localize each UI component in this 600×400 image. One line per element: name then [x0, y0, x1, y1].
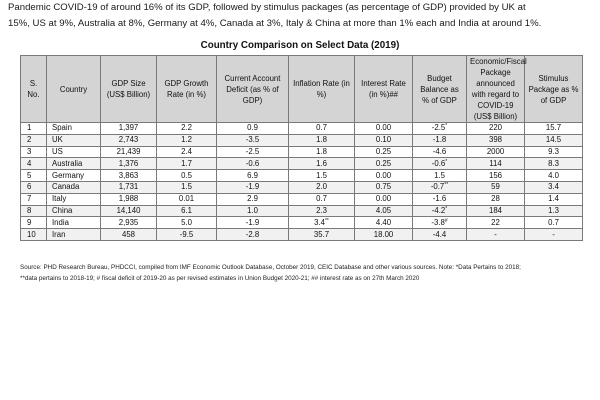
table-row: [21, 229, 583, 241]
cell-inflation-value: 1.6: [316, 158, 327, 168]
cell-inflation: [289, 205, 355, 217]
cell-country: [47, 217, 101, 229]
footnote-mark: *: [445, 158, 448, 165]
cell-gdp-growth: [157, 123, 217, 135]
cell-interest: [355, 170, 413, 182]
cell-country: [47, 134, 101, 146]
cell-stimulus: [525, 134, 583, 146]
cell-stimulus-value: 4.0: [548, 170, 559, 180]
table-row: [21, 181, 583, 193]
table-row: [21, 146, 583, 158]
cell-sno-value: 1: [27, 123, 32, 133]
cell-stimulus-value: 15.7: [545, 123, 562, 133]
cell-current-account: [217, 158, 289, 170]
cell-inflation: [289, 193, 355, 205]
cell-gdp-size: [101, 181, 157, 193]
table-row: [21, 205, 583, 217]
cell-country: [47, 205, 101, 217]
cell-economic-package: [467, 158, 525, 170]
cell-economic-package: [467, 146, 525, 158]
header-gdp-size: GDP Size (US$ Billion): [101, 56, 157, 123]
cell-gdp-growth: [157, 146, 217, 158]
cell-country-value: Spain: [52, 123, 72, 133]
header-gdp-growth: GDP Growth Rate (in %): [157, 56, 217, 123]
cell-inflation: [289, 158, 355, 170]
cell-inflation: [289, 181, 355, 193]
table-row: [21, 158, 583, 170]
cell-interest-value: 0.10: [375, 135, 392, 145]
cell-economic-package-value: 220: [488, 123, 502, 133]
cell-stimulus-value: 9.3: [548, 146, 559, 156]
cell-current-account-value: -2.8: [245, 229, 260, 239]
cell-inflation: [289, 134, 355, 146]
cell-current-account: [217, 181, 289, 193]
footnote-mark: *: [445, 205, 448, 212]
cell-gdp-growth-value: 2.2: [181, 123, 192, 133]
cell-gdp-growth: [157, 217, 217, 229]
cell-inflation-value: 3.4: [314, 217, 325, 227]
cell-inflation-value: 0.7: [316, 123, 327, 133]
cell-economic-package: [467, 123, 525, 135]
cell-stimulus: [525, 217, 583, 229]
cell-stimulus: [525, 193, 583, 205]
cell-gdp-growth-value: 1.7: [181, 158, 192, 168]
cell-gdp-growth-value: 2.4: [181, 146, 192, 156]
header-inflation: Inflation Rate (in %): [289, 56, 355, 123]
cell-budget-balance-value: -4.6: [432, 146, 447, 156]
cell-sno: [21, 123, 47, 135]
cell-economic-package: [467, 229, 525, 241]
cell-interest: [355, 134, 413, 146]
cell-sno: [21, 134, 47, 146]
footnote-mark: *: [445, 123, 448, 130]
cell-inflation-value: 2.3: [316, 205, 327, 215]
cell-current-account-value: -3.5: [245, 135, 260, 145]
cell-gdp-size-value: 1,397: [118, 123, 139, 133]
cell-current-account: [217, 170, 289, 182]
header-country: Country: [47, 56, 101, 123]
cell-gdp-growth: [157, 158, 217, 170]
cell-sno: [21, 158, 47, 170]
cell-stimulus-value: -: [552, 229, 555, 239]
source-line-1: Source: PHD Research Bureau, PHDCCI, compiled from IMF Economic Outlook Database, October 2019, CEIC Database and other various sources. Note: *Data Pertains to 2018;: [20, 264, 521, 271]
cell-budget-balance: [413, 123, 467, 135]
cell-budget-balance: [413, 181, 467, 193]
cell-interest-value: 4.05: [375, 205, 392, 215]
cell-stimulus-value: 1.4: [548, 194, 559, 204]
cell-economic-package-value: 28: [491, 194, 500, 204]
cell-gdp-size: [101, 229, 157, 241]
cell-budget-balance-value: -0.7: [430, 182, 445, 192]
cell-gdp-growth-value: 5.0: [181, 217, 192, 227]
cell-budget-balance-value: -4.4: [432, 229, 447, 239]
cell-gdp-size-value: 1,376: [118, 158, 139, 168]
cell-interest-value: 0.75: [375, 182, 392, 192]
cell-inflation-value: 2.0: [316, 182, 327, 192]
cell-inflation-value: 0.7: [316, 194, 327, 204]
cell-current-account: [217, 134, 289, 146]
cell-inflation: [289, 146, 355, 158]
cell-country-value: Canada: [52, 182, 80, 192]
cell-interest-value: 4.40: [375, 217, 392, 227]
header-current-account: Current Account Deficit (as % of GDP): [217, 56, 289, 123]
cell-sno: [21, 205, 47, 217]
cell-gdp-size: [101, 146, 157, 158]
footnote-mark: #: [444, 217, 448, 224]
cell-economic-package: [467, 181, 525, 193]
cell-current-account: [217, 123, 289, 135]
header-interest: Interest Rate (in %)##: [355, 56, 413, 123]
cell-economic-package-value: 59: [491, 182, 500, 192]
cell-stimulus-value: 8.3: [548, 158, 559, 168]
footnote-mark: **: [324, 217, 329, 224]
cell-inflation-value: 1.5: [316, 170, 327, 180]
cell-budget-balance: [413, 217, 467, 229]
header-sno: S. No.: [21, 56, 47, 123]
source-line-2: **data pertains to 2018-19; # fiscal deficit of 2019-20 as per revised estimates in Union Budget 2020-21; ## interest rate as on 27th March 2020: [20, 274, 420, 282]
intro-paragraph: [8, 0, 594, 32]
cell-sno-value: 4: [27, 158, 32, 168]
cell-budget-balance: [413, 205, 467, 217]
cell-budget-balance-value: 1.5: [434, 170, 445, 180]
cell-gdp-growth-value: -9.5: [179, 229, 194, 239]
cell-current-account-value: 2.9: [247, 194, 258, 204]
cell-economic-package-value: 22: [491, 217, 500, 227]
cell-sno-value: 9: [27, 217, 32, 227]
cell-gdp-growth: [157, 134, 217, 146]
cell-economic-package-value: 156: [488, 170, 502, 180]
cell-inflation-value: 1.8: [316, 146, 327, 156]
cell-sno: [21, 193, 47, 205]
cell-gdp-size-value: 1,988: [118, 194, 139, 204]
cell-interest-value: 18.00: [373, 229, 394, 239]
cell-stimulus: [525, 146, 583, 158]
cell-stimulus: [525, 158, 583, 170]
cell-current-account-value: -0.6: [245, 158, 260, 168]
cell-economic-package-value: 2000: [486, 146, 505, 156]
cell-current-account: [217, 229, 289, 241]
cell-budget-balance: [413, 146, 467, 158]
cell-gdp-size: [101, 170, 157, 182]
header-stimulus: Stimulus Package as % of GDP: [525, 56, 583, 123]
cell-budget-balance-value: -2.5: [431, 123, 446, 133]
cell-interest: [355, 229, 413, 241]
cell-sno-value: 10: [27, 229, 36, 239]
cell-stimulus: [525, 123, 583, 135]
table-row: [21, 170, 583, 182]
cell-gdp-growth-value: 0.01: [178, 194, 195, 204]
footnote-mark: **: [444, 182, 449, 189]
cell-budget-balance-value: -3.8: [431, 217, 445, 227]
cell-economic-package: [467, 205, 525, 217]
cell-sno-value: 7: [27, 194, 32, 204]
cell-interest: [355, 158, 413, 170]
cell-economic-package-value: -: [494, 229, 497, 239]
cell-inflation-value: 1.8: [316, 135, 327, 145]
cell-country: [47, 193, 101, 205]
cell-interest: [355, 205, 413, 217]
cell-interest: [355, 123, 413, 135]
cell-gdp-growth: [157, 181, 217, 193]
cell-current-account-value: 6.9: [247, 170, 258, 180]
cell-budget-balance-value: -1.6: [432, 194, 447, 204]
cell-country-value: Germany: [52, 170, 85, 180]
cell-country-value: Australia: [52, 158, 83, 168]
header-economic-package: Economic/Fiscal Package announced with regard to COVID-19 (US$ Billion): [467, 56, 525, 123]
cell-budget-balance-value: -4.2: [431, 205, 446, 215]
cell-gdp-size-value: 458: [121, 229, 135, 239]
cell-stimulus: [525, 205, 583, 217]
cell-gdp-growth: [157, 193, 217, 205]
cell-sno: [21, 181, 47, 193]
cell-interest: [355, 146, 413, 158]
cell-country-value: India: [52, 217, 69, 227]
cell-gdp-growth-value: 6.1: [181, 205, 192, 215]
cell-inflation: [289, 170, 355, 182]
cell-sno-value: 6: [27, 182, 32, 192]
cell-stimulus-value: 0.7: [548, 217, 559, 227]
cell-gdp-growth: [157, 205, 217, 217]
table-row: [21, 193, 583, 205]
cell-current-account: [217, 217, 289, 229]
cell-sno-value: 8: [27, 205, 32, 215]
cell-current-account: [217, 193, 289, 205]
cell-gdp-growth-value: 1.2: [181, 135, 192, 145]
cell-country-value: US: [52, 146, 63, 156]
cell-economic-package-value: 184: [488, 205, 502, 215]
cell-gdp-size-value: 14,140: [116, 205, 141, 215]
cell-stimulus-value: 3.4: [548, 182, 559, 192]
cell-economic-package-value: 114: [489, 158, 502, 168]
cell-interest-value: 0.00: [375, 170, 392, 180]
cell-stimulus-value: 14.5: [545, 135, 562, 145]
cell-country: [47, 181, 101, 193]
cell-interest: [355, 181, 413, 193]
cell-country-value: UK: [52, 135, 63, 145]
cell-gdp-growth: [157, 170, 217, 182]
table-title: Country Comparison on Select Data (2019): [200, 40, 400, 51]
cell-gdp-size: [101, 217, 157, 229]
cell-budget-balance: [413, 193, 467, 205]
cell-country: [47, 158, 101, 170]
cell-stimulus: [525, 229, 583, 241]
cell-stimulus: [525, 181, 583, 193]
cell-economic-package-value: 398: [488, 135, 502, 145]
cell-stimulus-value: 1.3: [548, 205, 559, 215]
cell-budget-balance: [413, 170, 467, 182]
table-body: [21, 123, 583, 241]
cell-economic-package: [467, 217, 525, 229]
cell-inflation-value: 35.7: [313, 229, 330, 239]
cell-economic-package: [467, 134, 525, 146]
cell-gdp-growth: [157, 229, 217, 241]
cell-inflation: [289, 123, 355, 135]
country-comparison-table: [20, 55, 583, 241]
cell-gdp-growth-value: 0.5: [181, 170, 192, 180]
cell-current-account-value: -1.9: [245, 182, 260, 192]
cell-country: [47, 229, 101, 241]
cell-interest-value: 0.00: [375, 123, 392, 133]
cell-gdp-size-value: 3,863: [118, 170, 139, 180]
cell-gdp-size: [101, 205, 157, 217]
intro-line-1: Pandemic COVID-19 of around 16% of its GDP, followed by stimulus packages (as percentage of GDP) provided by UK at: [8, 2, 526, 13]
cell-budget-balance: [413, 134, 467, 146]
cell-gdp-size-value: 21,439: [116, 146, 141, 156]
cell-gdp-size: [101, 193, 157, 205]
cell-stimulus: [525, 170, 583, 182]
cell-gdp-growth-value: 1.5: [181, 182, 192, 192]
cell-gdp-size: [101, 134, 157, 146]
cell-country: [47, 123, 101, 135]
cell-gdp-size: [101, 123, 157, 135]
cell-current-account-value: 0.9: [247, 123, 258, 133]
cell-gdp-size-value: 2,743: [118, 135, 139, 145]
cell-interest-value: 0.25: [375, 158, 392, 168]
cell-sno: [21, 229, 47, 241]
cell-interest: [355, 217, 413, 229]
cell-sno-value: 2: [27, 135, 32, 145]
cell-current-account-value: -2.5: [245, 146, 260, 156]
cell-country-value: Iran: [52, 229, 66, 239]
table-row: [21, 134, 583, 146]
cell-current-account-value: -1.9: [245, 217, 260, 227]
cell-economic-package: [467, 170, 525, 182]
table-header-row: [21, 56, 583, 123]
table-row: [21, 123, 583, 135]
table-row: [21, 217, 583, 229]
cell-country-value: China: [52, 205, 73, 215]
cell-interest: [355, 193, 413, 205]
intro-line-2: 15%, US at 9%, Australia at 8%, Germany at 4%, Canada at 3%, Italy & China at more than 1% each and India at around 1%.: [8, 18, 542, 29]
cell-country: [47, 146, 101, 158]
cell-interest-value: 0.00: [375, 194, 392, 204]
cell-sno: [21, 217, 47, 229]
cell-inflation: [289, 217, 355, 229]
cell-budget-balance: [413, 158, 467, 170]
cell-current-account: [217, 205, 289, 217]
cell-current-account-value: 1.0: [247, 205, 258, 215]
cell-sno: [21, 146, 47, 158]
header-budget-balance: Budget Balance as % of GDP: [413, 56, 467, 123]
cell-country-value: Italy: [52, 194, 67, 204]
cell-sno-value: 3: [27, 146, 32, 156]
cell-interest-value: 0.25: [375, 146, 392, 156]
cell-budget-balance-value: -0.6: [431, 158, 446, 168]
cell-gdp-size: [101, 158, 157, 170]
cell-country: [47, 170, 101, 182]
cell-sno-value: 5: [27, 170, 32, 180]
cell-inflation: [289, 229, 355, 241]
cell-economic-package: [467, 193, 525, 205]
cell-budget-balance-value: -1.8: [432, 135, 447, 145]
cell-gdp-size-value: 1,731: [118, 182, 139, 192]
cell-sno: [21, 170, 47, 182]
cell-budget-balance: [413, 229, 467, 241]
cell-gdp-size-value: 2,935: [118, 217, 139, 227]
source-note: [20, 263, 586, 284]
cell-current-account: [217, 146, 289, 158]
